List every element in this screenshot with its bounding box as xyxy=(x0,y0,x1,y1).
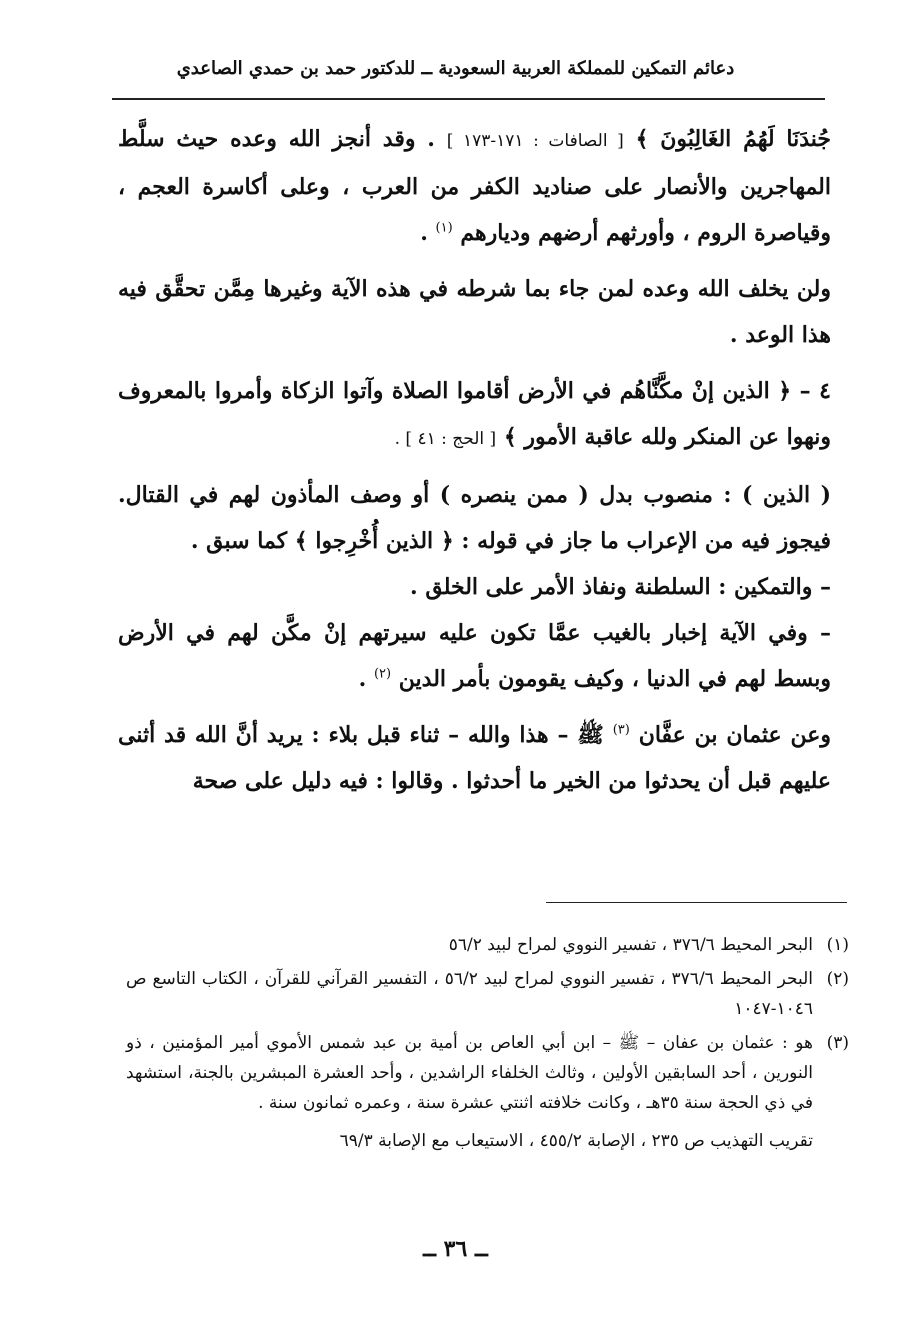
paragraph-4: ( الذين ) : منصوب بدل ( ممن ينصره ) أو وصف المأذون لهم في القتال. فيجوز فيه من الإعراب ما جاز في قوله : ﴿ الذين أُخْرِجوا ﴾ كما سبق . xyxy=(118,482,831,554)
main-text xyxy=(118,116,831,814)
footnote-text: هو : عثمان بن عفان – ﷺ – ابن أبي العاص بن أمية بن عبد شمس الأموي أمير المؤمنين ، ذو النورين ، أحد السابقين الأولين ، وثالث الخلفاء الراشدين ، وأحد العشرة المبشرين بالجنة، استشهد في ذي الحجة سنة ٣٥هـ ، وكانت خلافته اثنتي عشرة سنة ، وعمره ثمانون سنة . xyxy=(126,1033,813,1113)
footnote-marker[interactable]: (٣) xyxy=(612,722,630,738)
paragraph-end: . xyxy=(420,220,428,246)
footnote xyxy=(126,1028,849,1118)
footnote-marker[interactable]: (١) xyxy=(435,220,453,236)
footnote-number: (٣) xyxy=(826,1033,849,1053)
verse-tail: جُندَنَا لَهُمُ الغَالِبُونَ ﴾ xyxy=(635,126,831,152)
verse-reference: [ الحج : ٤١ ] . xyxy=(394,429,497,449)
footnote-text: البحر المحيط ٣٧٦/٦ ، تفسير النووي لمراح لبيد ٥٦/٢ xyxy=(448,935,813,955)
footnote xyxy=(126,964,849,1024)
quran-open-bracket: ﴿ xyxy=(778,378,792,404)
header-rule xyxy=(112,98,825,100)
paragraph-text: – وفي الآية إخبار بالغيب عمَّا تكون عليه سيرتهم إنْ مكَّن لهم في الأرض وبسط لهم في الدنيا ، وكيف يقومون بأمر الدين xyxy=(118,620,831,692)
paragraph-5: – والتمكين : السلطنة ونفاذ الأمر على الخلق . xyxy=(410,574,831,600)
paragraph-3 xyxy=(118,368,831,462)
footnote xyxy=(126,930,849,960)
footnote-rule xyxy=(546,902,847,903)
item-number: ٤ – xyxy=(799,378,831,404)
paragraph-start: وعن عثمان بن عفَّان xyxy=(638,722,832,748)
footnote-marker[interactable]: (٢) xyxy=(373,666,392,682)
quran-verse: الذين إنْ مكَّنَّاهُم في الأرض أقاموا الصلاة وآتوا الزكاة وأمروا بالمعروف ونهوا عن المنكر ولله عاقبة الأمور xyxy=(118,378,831,450)
verse-reference: [ الصافات : ١٧١-١٧٣ ] xyxy=(446,131,624,151)
paragraph-text: ﷺ – هذا والله – ثناء قبل بلاء : يريد أنَّ الله قد أثنى عليهم قبل أن يحدثوا من الخير ما أحدثوا . وقالوا : فيه دليل على صحة xyxy=(118,722,831,794)
footnote-sources: تقريب التهذيب ص ٢٣٥ ، الإصابة ٤٥٥/٢ ، الاستيعاب مع الإصابة ٦٩/٣ xyxy=(339,1131,813,1151)
page-number: ــ ٣٦ ــ xyxy=(423,1236,488,1262)
paragraph-text: . وقد أنجز الله وعده حيث سلَّط المهاجرين والأنصار على صناديد الكفر من العرب ، وعلى أكاسرة العجم ، وقياصرة الروم ، وأورثهم أرضهم وديارهم xyxy=(118,126,831,246)
paragraph-7 xyxy=(118,712,831,804)
paragraph-2: ولن يخلف الله وعده لمن جاء بما شرطه في هذه الآية وغيرها مِمَّن تحقَّق فيه هذا الوعد . xyxy=(118,276,831,348)
quran-close-bracket: ﴾ xyxy=(503,424,517,450)
footnote-number: (٢) xyxy=(826,969,849,989)
running-head: دعائم التمكين للمملكة العربية السعودية ــ للدكتور حمد بن حمدي الصاعدي xyxy=(176,58,735,79)
paragraph-1 xyxy=(118,116,831,256)
paragraph-6 xyxy=(118,610,831,702)
footnote-number: (١) xyxy=(826,935,849,955)
paragraph-end: . xyxy=(358,666,367,692)
footnotes xyxy=(126,930,849,1156)
footnote-text: البحر المحيط ٣٧٦/٦ ، تفسير النووي لمراح لبيد ٥٦/٢ ، التفسير القرآني للقرآن ، الكتاب التاسع ص ١٠٤٦-١٠٤٧ xyxy=(126,969,813,1019)
